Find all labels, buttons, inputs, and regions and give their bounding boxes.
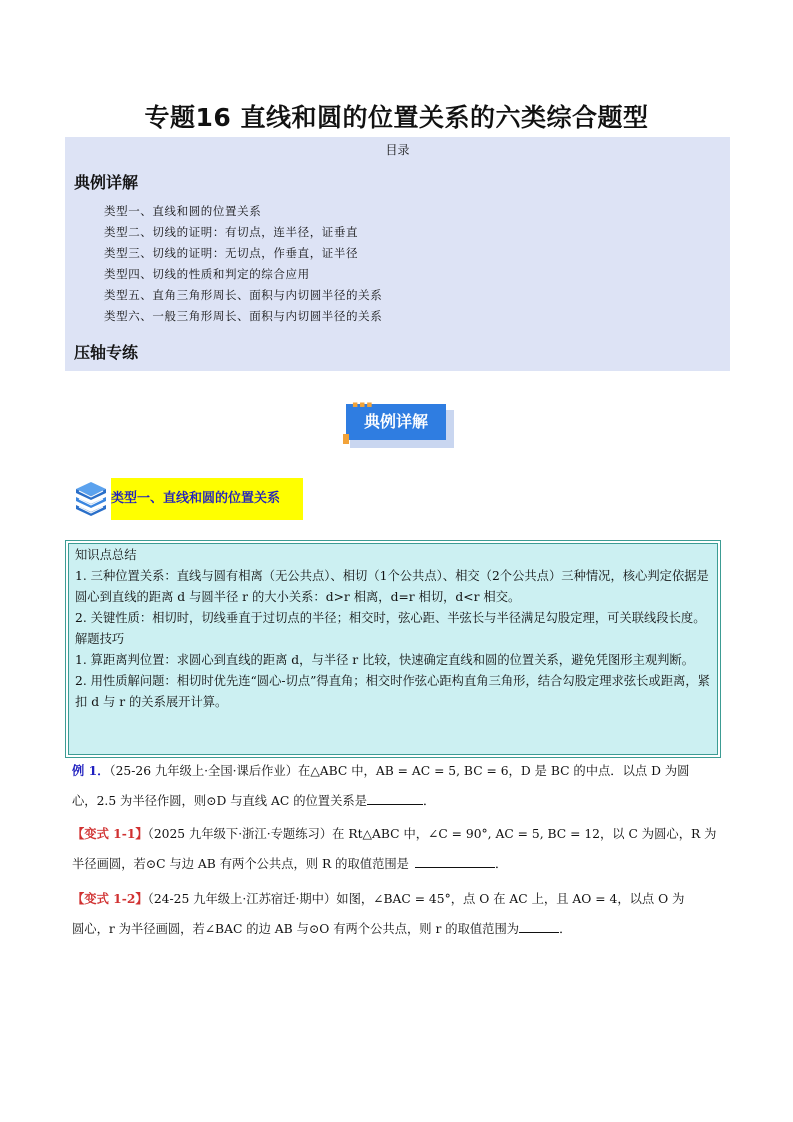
variant-1-1: [72, 819, 722, 879]
banner-dots-decoration: ▪▪▪: [352, 400, 374, 410]
knowledge-point: 1. 三种位置关系：直线与圆有相离（无公共点）、相切（1个公共点）、相交（2个公共点）三种情况，核心判定依据是圆心到直线的距离 d 与圆半径 r 的大小关系：d>r 相离，d=r 相切，d<r 相交。: [75, 569, 709, 604]
variant-label: 【变式 1-2】: [72, 891, 148, 906]
toc-item[interactable]: 类型五、直角三角形周长、面积与内切圆半径的关系: [104, 288, 383, 302]
page-title: 专题16 直线和圆的位置关系的六类综合题型: [144, 103, 649, 132]
example-label: 例 1．: [72, 763, 110, 778]
punctuation: ．: [494, 857, 508, 871]
variant-text: （2025 九年级下·浙江·专题练习）在 Rt△ABC 中，∠C = 90°, AC = 5, BC = 12，以 C 为圆心，R 为: [147, 827, 717, 841]
section-title: 类型一、直线和圆的位置关系: [111, 478, 303, 520]
knowledge-point: 2. 关键性质：相切时，切线垂直于过切点的半径；相交时，弦心距、半弦长与半径满足勾股定理，可关联线段长度。: [75, 611, 706, 625]
punctuation: ．: [423, 794, 436, 808]
answer-blank[interactable]: [367, 790, 423, 805]
toc-item[interactable]: 类型二、切线的证明：有切点，连半径，证垂直: [104, 225, 359, 239]
variant-text: （24-25 九年级上·江苏宿迁·期中）如图，∠BAC = 45°，点 O 在 AC 上，且 AO = 4，以点 O 为: [147, 892, 685, 906]
example-text: 心，2.5 为半径作圆，则⊙D 与直线 AC 的位置关系是: [72, 794, 367, 808]
answer-blank[interactable]: [519, 918, 559, 933]
variant-text: 半径画圆，若⊙C 与边 AB 有两个公共点，则 R 的取值范围是: [72, 857, 409, 871]
tips-heading: 解题技巧: [75, 632, 125, 646]
toc-label: 目录: [385, 143, 410, 157]
knowledge-heading: 知识点总结: [75, 548, 137, 562]
section-banner: [346, 400, 454, 448]
books-icon: [73, 482, 109, 516]
toc-heading-examples[interactable]: 典例详解: [74, 173, 139, 192]
variant-1-2: [72, 884, 722, 944]
toc-heading-challenge[interactable]: 压轴专练: [74, 343, 139, 362]
example-1: [72, 756, 722, 816]
variant-text: 圆心，r 为半径画圆，若∠BAC 的边 AB 与⊙O 有两个公共点，则 r 的取值范围为: [72, 922, 520, 936]
tip-item: 2. 用性质解问题：相切时优先连“圆心-切点”得直角；相交时作弦心距构直角三角形，结合勾股定理求弦长或距离，紧扣 d 与 r 的关系展开计算。: [75, 674, 710, 709]
knowledge-summary-content: [68, 543, 718, 755]
toc-item[interactable]: 类型六、一般三角形周长、面积与内切圆半径的关系: [104, 309, 383, 323]
toc-item[interactable]: 类型四、切线的性质和判定的综合应用: [104, 267, 310, 281]
tip-item: 1. 算距离判位置：求圆心到直线的距离 d，与半径 r 比较，快速确定直线和圆的位置关系，避免凭图形主观判断。: [75, 653, 695, 667]
toc-item[interactable]: 类型三、切线的证明：无切点，作垂直，证半径: [104, 246, 359, 260]
knowledge-summary-box: [65, 540, 721, 758]
answer-blank[interactable]: [415, 853, 495, 868]
banner-corner-decoration: [343, 434, 349, 444]
toc-list: [104, 201, 382, 327]
table-of-contents: [65, 137, 730, 371]
toc-item[interactable]: 类型一、直线和圆的位置关系: [104, 204, 262, 218]
example-text: （25-26 九年级上·全国·课后作业）在△ABC 中，AB = AC = 5, BC = 6，D 是 BC 的中点．以点 D 为圆: [109, 764, 690, 778]
punctuation: ．: [559, 922, 572, 936]
variant-label: 【变式 1-1】: [72, 826, 148, 841]
banner-label: 典例详解: [346, 404, 446, 440]
